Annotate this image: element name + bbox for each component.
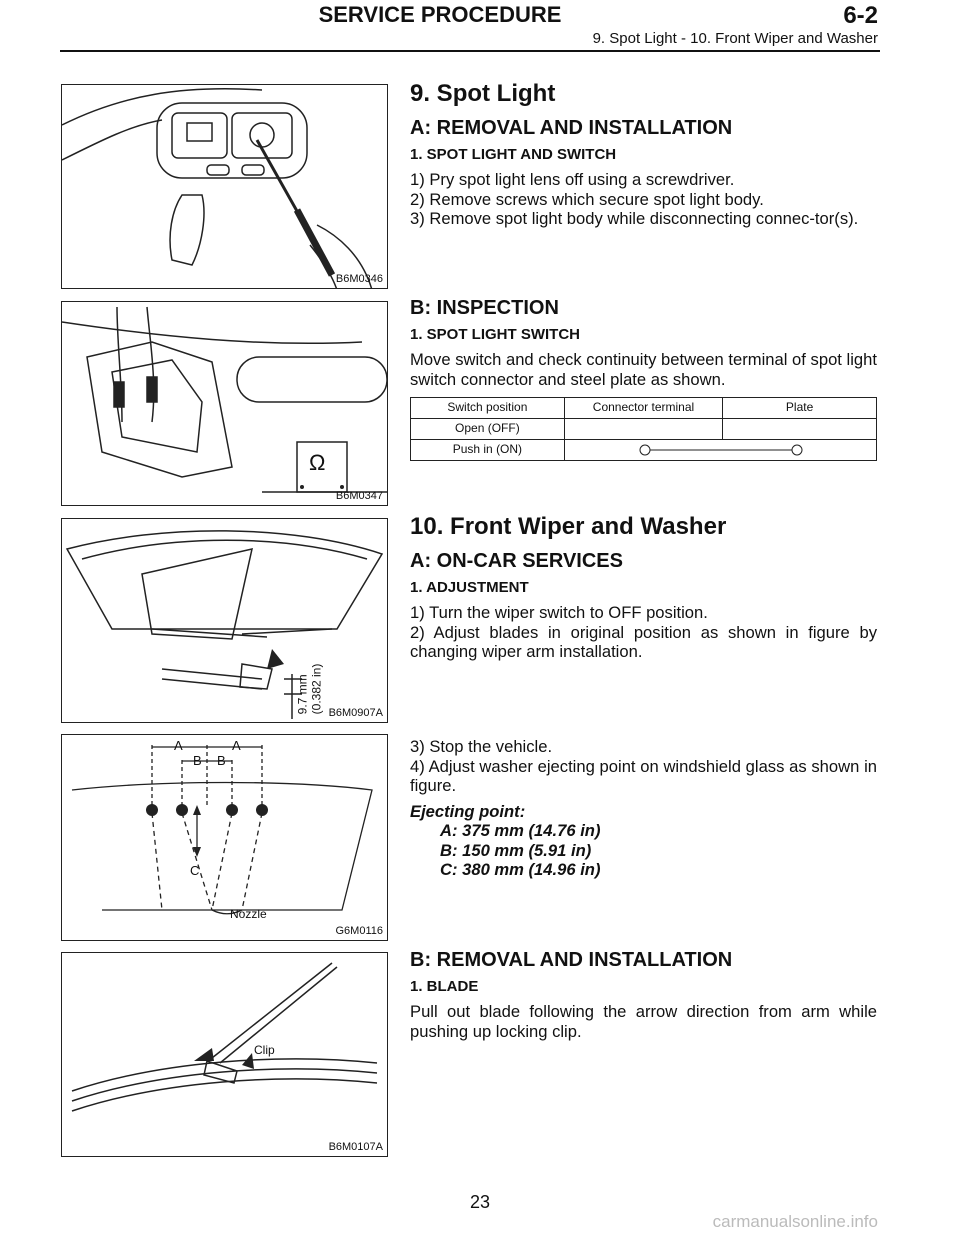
spot-light-removal-illustration xyxy=(62,85,388,289)
step: 2) Remove screws which secure spot light body. xyxy=(410,189,764,209)
figure-spot-light-removal xyxy=(61,84,388,289)
spot-light-inspection-illustration xyxy=(62,302,388,506)
heading-front-wiper-washer: 10. Front Wiper and Washer xyxy=(410,513,727,540)
blade-paragraph: Pull out blade following the arrow direction from arm while pushing up locking clip. xyxy=(410,1002,877,1041)
label-a-right: A xyxy=(232,738,241,753)
col-connector-terminal: Connector terminal xyxy=(564,398,722,419)
continuity-indicator xyxy=(564,440,876,461)
figure-wiper-adjustment xyxy=(61,518,388,723)
label-clip: Clip xyxy=(254,1043,275,1057)
heading-spot-light-and-switch: 1. SPOT LIGHT AND SWITCH xyxy=(410,146,617,163)
heading-removal-installation-2: B: REMOVAL AND INSTALLATION xyxy=(410,949,733,971)
heading-blade: 1. BLADE xyxy=(410,978,479,995)
step: 1) Pry spot light lens off using a screwdriver. xyxy=(410,170,735,189)
label-a-left: A xyxy=(174,738,183,753)
figure-caption: B6M0907A xyxy=(328,707,383,719)
heading-on-car-services: A: ON-CAR SERVICES xyxy=(410,550,623,572)
dim-in: (0.382 in) xyxy=(309,663,324,715)
label-b-right: B xyxy=(217,753,226,768)
dim-mm: 9.7 mm xyxy=(295,674,310,715)
label-nozzle: Nozzle xyxy=(230,907,267,921)
table-row xyxy=(411,419,877,440)
section-blade xyxy=(410,948,877,1041)
ejecting-point-c: C: 380 mm (14.96 in) xyxy=(440,860,601,879)
ejecting-point-title: Ejecting point: xyxy=(410,801,526,821)
figure-spot-light-inspection xyxy=(61,301,388,506)
step: 4) Adjust washer ejecting point on windshield glass as shown in figure. xyxy=(410,756,877,795)
dimension-label xyxy=(295,627,324,722)
heading-inspection: B: INSPECTION xyxy=(410,297,559,319)
wiper-adjustment-illustration xyxy=(62,519,388,723)
heading-spot-light: 9. Spot Light xyxy=(410,80,556,107)
step: 3) Remove spot light body while disconnecting connec-tor(s). xyxy=(410,209,859,228)
label-b-left: B xyxy=(193,753,202,768)
section-number: 6-2 xyxy=(843,2,878,29)
section-washer-adjustment xyxy=(410,737,877,880)
col-switch-position: Switch position xyxy=(411,398,565,419)
figure-washer-ejecting-point xyxy=(61,734,388,941)
inspection-paragraph: Move switch and check continuity between terminal of spot light switch connector and steel plate as shown. xyxy=(410,350,877,389)
header-subtitle: 9. Spot Light - 10. Front Wiper and Washer xyxy=(592,30,878,47)
ejecting-point-a: A: 375 mm (14.76 in) xyxy=(440,821,601,840)
header-title: SERVICE PROCEDURE xyxy=(318,2,562,27)
watermark: carmanualsonline.info xyxy=(712,1212,878,1231)
page-number: 23 xyxy=(469,1192,491,1212)
continuity-line xyxy=(565,442,865,458)
ejecting-point-b: B: 150 mm (5.91 in) xyxy=(440,840,592,860)
figure-caption: B6M0346 xyxy=(335,273,383,285)
section-inspection xyxy=(410,296,877,461)
row-label: Open (OFF) xyxy=(411,419,565,440)
step: 2) Adjust blades in original position as shown in figure by changing wiper arm installation. xyxy=(410,622,877,661)
figure-caption: B6M0347 xyxy=(335,490,383,502)
section-spot-light xyxy=(410,80,877,229)
table-row xyxy=(411,440,877,461)
continuity-table xyxy=(410,397,877,461)
figure-caption: G6M0116 xyxy=(335,925,383,937)
step: 1) Turn the wiper switch to OFF position. xyxy=(410,603,708,622)
ohmmeter-symbol: Ω xyxy=(309,450,326,475)
row-label: Push in (ON) xyxy=(411,440,565,461)
col-plate: Plate xyxy=(723,398,877,419)
step: 3) Stop the vehicle. xyxy=(410,737,553,756)
figure-caption: B6M0107A xyxy=(328,1141,383,1153)
table-header-row xyxy=(411,398,877,419)
blade-removal-illustration xyxy=(62,953,388,1157)
header-rule xyxy=(60,50,880,52)
heading-adjustment: 1. ADJUSTMENT xyxy=(410,579,529,596)
section-front-wiper xyxy=(410,513,877,662)
figure-blade-removal xyxy=(61,952,388,1157)
heading-removal-installation: A: REMOVAL AND INSTALLATION xyxy=(410,117,733,139)
heading-spot-light-switch: 1. SPOT LIGHT SWITCH xyxy=(410,326,581,343)
label-c: C xyxy=(190,863,200,878)
